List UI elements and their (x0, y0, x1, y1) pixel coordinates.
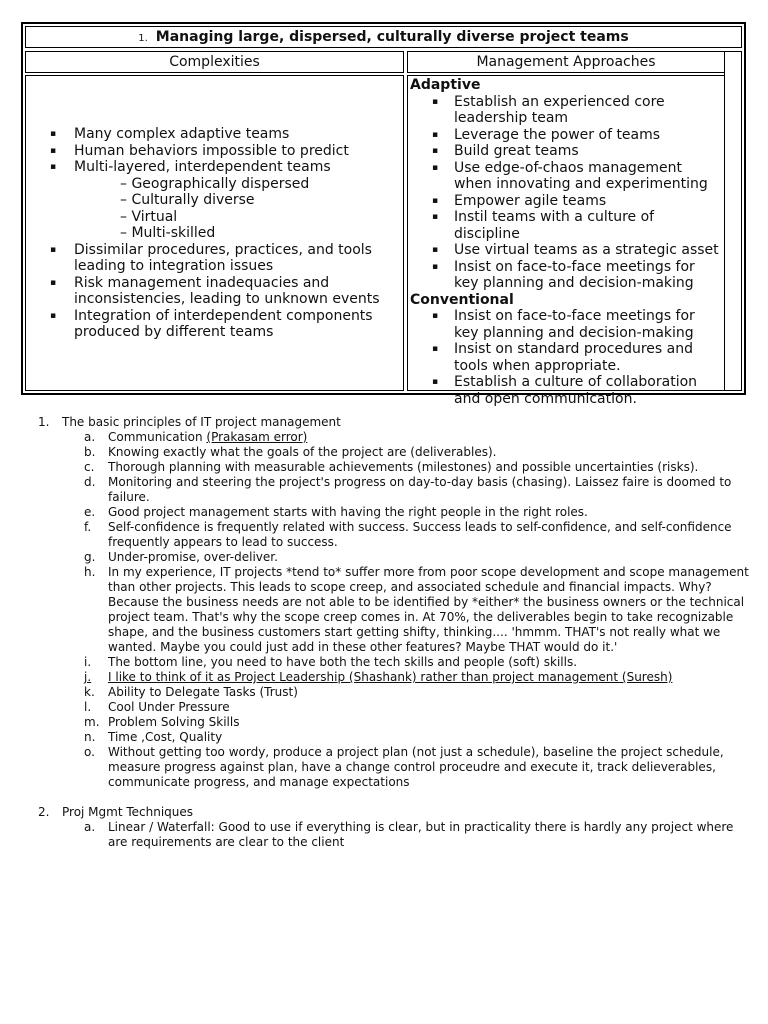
list-item: ▪ Insist on face-to-face meetings for key planning and decision-making (410, 259, 722, 292)
item-letter: b. (84, 445, 96, 459)
list-item (38, 730, 750, 745)
sub-list-item: – Virtual (120, 208, 178, 225)
item-text: Monitoring and steering the project's progress on day-to-day basis (chasing). Laissez faire is doomed to failure. (108, 475, 732, 504)
list-item (38, 505, 750, 520)
item-text: Problem Solving Skills (108, 715, 240, 729)
item-letter: j. (84, 670, 92, 684)
list-item (38, 715, 750, 730)
list-item: ▪ Insist on face-to-face meetings for key planning and decision-making (410, 308, 722, 341)
list-item: ▪ Insist on standard procedures and tools when appropriate. (410, 341, 722, 374)
item-letter: a. (84, 430, 96, 444)
item-letter: l. (84, 700, 92, 714)
item-text: Without getting too wordy, produce a project plan (not just a schedule), baseline the project schedule, measure progress against plan, have a change control proceudre and execute it, track delieverables, communicate progress, and manage expectations (108, 745, 724, 789)
item-text: Ability to Delegate Tasks (Trust) (108, 685, 298, 699)
item-text: Cool Under Pressure (108, 700, 230, 714)
list-item: ▪ Build great teams (410, 143, 722, 160)
item-letter: d. (84, 475, 96, 489)
section-title: Proj Mgmt Techniques (62, 805, 194, 819)
list-item (38, 520, 750, 550)
list-item: ▪ Establish an experienced core leadership team (410, 94, 722, 127)
list-item: ▪ Multi-layered, interdependent teams (50, 159, 403, 176)
list-item (38, 445, 750, 460)
list-item (38, 700, 750, 715)
list-item: ▪ Human behaviors impossible to predict (50, 143, 403, 160)
list-item: ▪ Integration of interdependent components produced by different teams (50, 308, 403, 341)
list-item (38, 670, 750, 685)
list-item (38, 460, 750, 475)
item-text: Good project management starts with having the right people in the right roles. (108, 505, 588, 519)
item-text: In my experience, IT projects *tend to* suffer more from poor scope development and scope management than other projects. This leads to scope creep, and associated schedule and financial impacts. Why? Because the business needs are not able to be identified by *either* the business owners or the technical project team. That's why the scope creep comes in. At 70%, the deliverables begin to take recognizable shape, and the business customers start getting shifty, thinking.... 'hmmm. THAT's not really what we wanted. Maybe you could just add in these other features? Maybe THAT would do it.' (108, 565, 749, 654)
sub-list-item: – Culturally diverse (120, 192, 255, 208)
item-letter: o. (84, 745, 95, 759)
item-letter: a. (84, 820, 96, 834)
teams-table (21, 22, 746, 407)
list-item (38, 685, 750, 700)
item-text: Under-promise, over-deliver. (108, 550, 278, 564)
item-letter: k. (84, 685, 95, 699)
list-item (38, 550, 750, 565)
list-item: ▪ Risk management inadequacies and inconsistencies, leading to unknown events (50, 275, 403, 308)
list-item: ▪ Use virtual teams as a strategic asset (410, 242, 722, 259)
item-text: Thorough planning with measurable achievements (milestones) and possible uncertainties (risks). (108, 460, 699, 474)
list-item: ▪ Empower agile teams (410, 193, 722, 210)
list-item: ▪ Leverage the power of teams (410, 127, 722, 144)
section-number: 2. (38, 805, 50, 819)
complexities-header: Complexities (25, 51, 404, 73)
table-title-number: 1. (138, 33, 148, 44)
item-text: Communication (108, 430, 207, 444)
item-text: Knowing exactly what the goals of the project are (deliverables). (108, 445, 497, 459)
item-text: The bottom line, you need to have both the tech skills and people (soft) skills. (108, 655, 578, 669)
table-title: Managing large, dispersed, culturally diverse project teams (155, 29, 629, 45)
approaches-list (410, 77, 722, 407)
table-edge-column (724, 51, 742, 391)
list-item: ▪ Many complex adaptive teams (50, 126, 403, 143)
item-letter: i. (84, 655, 92, 669)
list-item (38, 475, 750, 505)
approaches-cell (407, 75, 725, 407)
item-letter: m. (84, 715, 100, 729)
list-item (38, 745, 750, 790)
item-letter: g. (84, 550, 96, 564)
section-title: The basic principles of IT project management (62, 415, 341, 429)
item-underlined: I like to think of it as Project Leadership (Shashank) rather than project management (Suresh) (108, 670, 673, 684)
complexities-list (50, 126, 403, 341)
complexities-cell (25, 75, 404, 391)
item-text: Self-confidence is frequently related with success. Success leads to self-confidence, and self-confidence frequently appears to lead to success. (108, 520, 732, 549)
list-item: ▪ Establish a culture of collaboration and open communication. (410, 374, 722, 407)
item-text: Time ,Cost, Quality (108, 730, 223, 744)
adaptive-heading: Adaptive (410, 77, 481, 93)
sub-list-item: – Geographically dispersed (120, 175, 310, 192)
list-item (38, 565, 750, 655)
table-title-row (25, 26, 742, 48)
notes-list (38, 415, 750, 850)
conventional-heading: Conventional (410, 291, 514, 308)
approaches-header: Management Approaches (407, 51, 725, 73)
list-item (38, 430, 750, 445)
item-letter: e. (84, 505, 96, 519)
spacer (38, 790, 750, 805)
sub-list-item: – Multi-skilled (120, 225, 216, 241)
section-2 (38, 805, 750, 820)
item-letter: h. (84, 565, 96, 579)
item-letter: c. (84, 460, 95, 474)
item-letter: f. (84, 520, 92, 534)
list-item (38, 655, 750, 670)
section-1 (38, 415, 750, 430)
item-underlined: (Prakasam error) (206, 430, 308, 444)
list-item (38, 820, 750, 850)
list-item: ▪ Dissimilar procedures, practices, and tools leading to integration issues (50, 242, 403, 275)
list-item: ▪ Instil teams with a culture of discipline (410, 209, 722, 242)
item-text: Linear / Waterfall: Good to use if everything is clear, but in practicality there is hardly any project where are requirements are clear to the client (108, 820, 734, 849)
list-item: ▪ Use edge-of-chaos management when innovating and experimenting (410, 160, 722, 193)
item-letter: n. (84, 730, 96, 744)
section-number: 1. (38, 415, 50, 429)
